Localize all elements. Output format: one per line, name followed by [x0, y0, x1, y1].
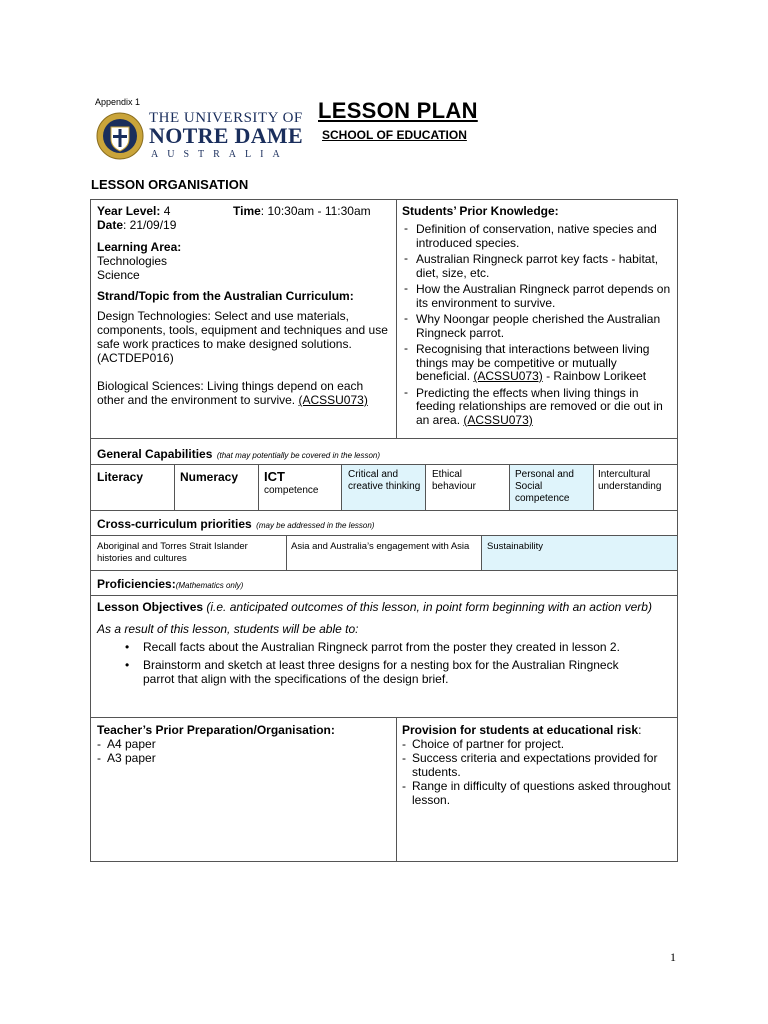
prior-knowledge-item: - Recognising that interactions between living things may be competitive or mutually beneficial. (ACSSU073) - Rainbow Lorikeet [402, 343, 674, 384]
preparation-item: - A4 paper [97, 737, 392, 751]
prior-knowledge-label: Students’ Prior Knowledge: [402, 204, 559, 218]
strand-label: Strand/Topic from the Australian Curriculum: [97, 289, 354, 303]
priority-sustainability: Sustainability [482, 536, 677, 570]
time-label: Time [233, 204, 261, 218]
logo-line-2: NOTRE DAME [149, 123, 303, 148]
prior-knowledge-item: - Definition of conservation, native species and introduced species. [402, 223, 674, 250]
proficiencies-label: Proficiencies: [97, 577, 176, 591]
capability-ict: ICT competence [264, 469, 319, 496]
logo-line-1: THE UNIVERSITY OF [149, 110, 303, 126]
lesson-info-cell [97, 204, 392, 407]
strand-text-2: Biological Sciences: Living things depend on each other and the environment to survive. [97, 379, 364, 407]
provision-item: - Choice of partner for project. [402, 737, 672, 751]
crest-icon [95, 111, 145, 161]
capability-intercultural: Intercultural understanding [598, 469, 662, 492]
general-capabilities-header [97, 445, 667, 463]
year-level-value: 4 [163, 204, 171, 218]
lesson-table [90, 199, 678, 862]
curriculum-code-link[interactable]: (ACSSU073) [473, 369, 543, 383]
proficiencies-row [97, 575, 667, 593]
capability-numeracy: Numeracy [180, 470, 239, 484]
cross-curriculum-header [97, 515, 667, 533]
strand-text-1: Design Technologies: Select and use materials, components, tools, equipment and techniques and use safe work practices to make designed solutions. (ACTDEP016) [97, 309, 388, 365]
date-value: : 21/09/19 [123, 218, 177, 232]
objectives-intro: As a result of this lesson, students will be able to: [97, 622, 359, 636]
objectives-label: Lesson Objectives [97, 600, 204, 614]
capability-literacy: Literacy [97, 470, 144, 484]
university-logo [95, 108, 303, 164]
year-level-label: Year Level: [97, 204, 161, 218]
curriculum-code-link[interactable]: (ACSSU073) [298, 393, 368, 407]
learning-area-2: Science [97, 268, 140, 282]
page-title: LESSON PLAN [318, 98, 478, 123]
page-subtitle: SCHOOL OF EDUCATION [322, 128, 467, 142]
prior-knowledge-item: - How the Australian Ringneck parrot depends on its environment to survive. [402, 283, 674, 310]
objective-item: • Recall facts about the Australian Ringneck parrot from the poster they created in lesson 2. [97, 640, 647, 654]
learning-area-1: Technologies [97, 254, 168, 268]
priority-asia: Asia and Australia’s engagement with Asia [291, 541, 470, 552]
provision-item: - Range in difficulty of questions asked throughout lesson. [402, 779, 672, 807]
prior-knowledge-item: - Predicting the effects when living things in feeding relationships are removed or die out in an area. (ACSSU073) [402, 387, 674, 428]
provision-cell: Provision for students at educational risk: - Choice of partner for project. - Success criteria and expectations provided for students. - Range in difficulty of questions asked throughout lesson. [402, 723, 672, 807]
prior-knowledge-item: - Why Noongar people cherished the Australian Ringneck parrot. [402, 313, 674, 340]
capability-personal-social: Personal and Social competence [510, 465, 593, 510]
learning-area-label: Learning Area: [97, 240, 182, 254]
provision-label: Provision for students at educational risk [402, 723, 639, 737]
preparation-label: Teacher’s Prior Preparation/Organisation: [97, 723, 335, 737]
page-number: 1 [670, 950, 676, 964]
provision-item: - Success criteria and expectations provided for students. [402, 751, 672, 779]
capability-ethical: Ethical behaviour [432, 469, 476, 492]
general-capabilities-note: (that may potentially be covered in the lesson) [216, 451, 381, 460]
preparation-item: - A3 paper [97, 751, 392, 765]
preparation-cell [97, 723, 392, 765]
objectives-note: (i.e. anticipated outcomes of this lesson, in point form beginning with an action verb) [206, 600, 652, 614]
curriculum-code-link[interactable]: (ACSSU073) [463, 412, 533, 427]
capability-critical-thinking: Critical and creative thinking [342, 465, 425, 510]
section-heading: LESSON ORGANISATION [91, 177, 249, 192]
date-label: Date [97, 218, 124, 232]
lesson-objectives-cell [97, 600, 667, 690]
cross-curriculum-label: Cross-curriculum priorities [97, 517, 252, 531]
objective-item: • Brainstorm and sketch at least three designs for a nesting box for the Australian Ringneck parrot that align with the specifications of the design brief. [97, 658, 647, 686]
proficiencies-note: (Mathematics only) [175, 581, 244, 590]
general-capabilities-label: General Capabilities [97, 447, 213, 461]
logo-line-3: AUSTRALIA [151, 149, 289, 160]
prior-knowledge-cell [402, 204, 674, 430]
cross-curriculum-note: (may be addressed in the lesson) [256, 521, 375, 530]
time-value: : 10:30am - 11:30am [260, 204, 371, 218]
appendix-label: Appendix 1 [95, 97, 141, 107]
prior-knowledge-item: - Australian Ringneck parrot key facts - habitat, diet, size, etc. [402, 253, 674, 280]
priority-aboriginal: Aboriginal and Torres Strait Islander histories and cultures [97, 541, 248, 564]
